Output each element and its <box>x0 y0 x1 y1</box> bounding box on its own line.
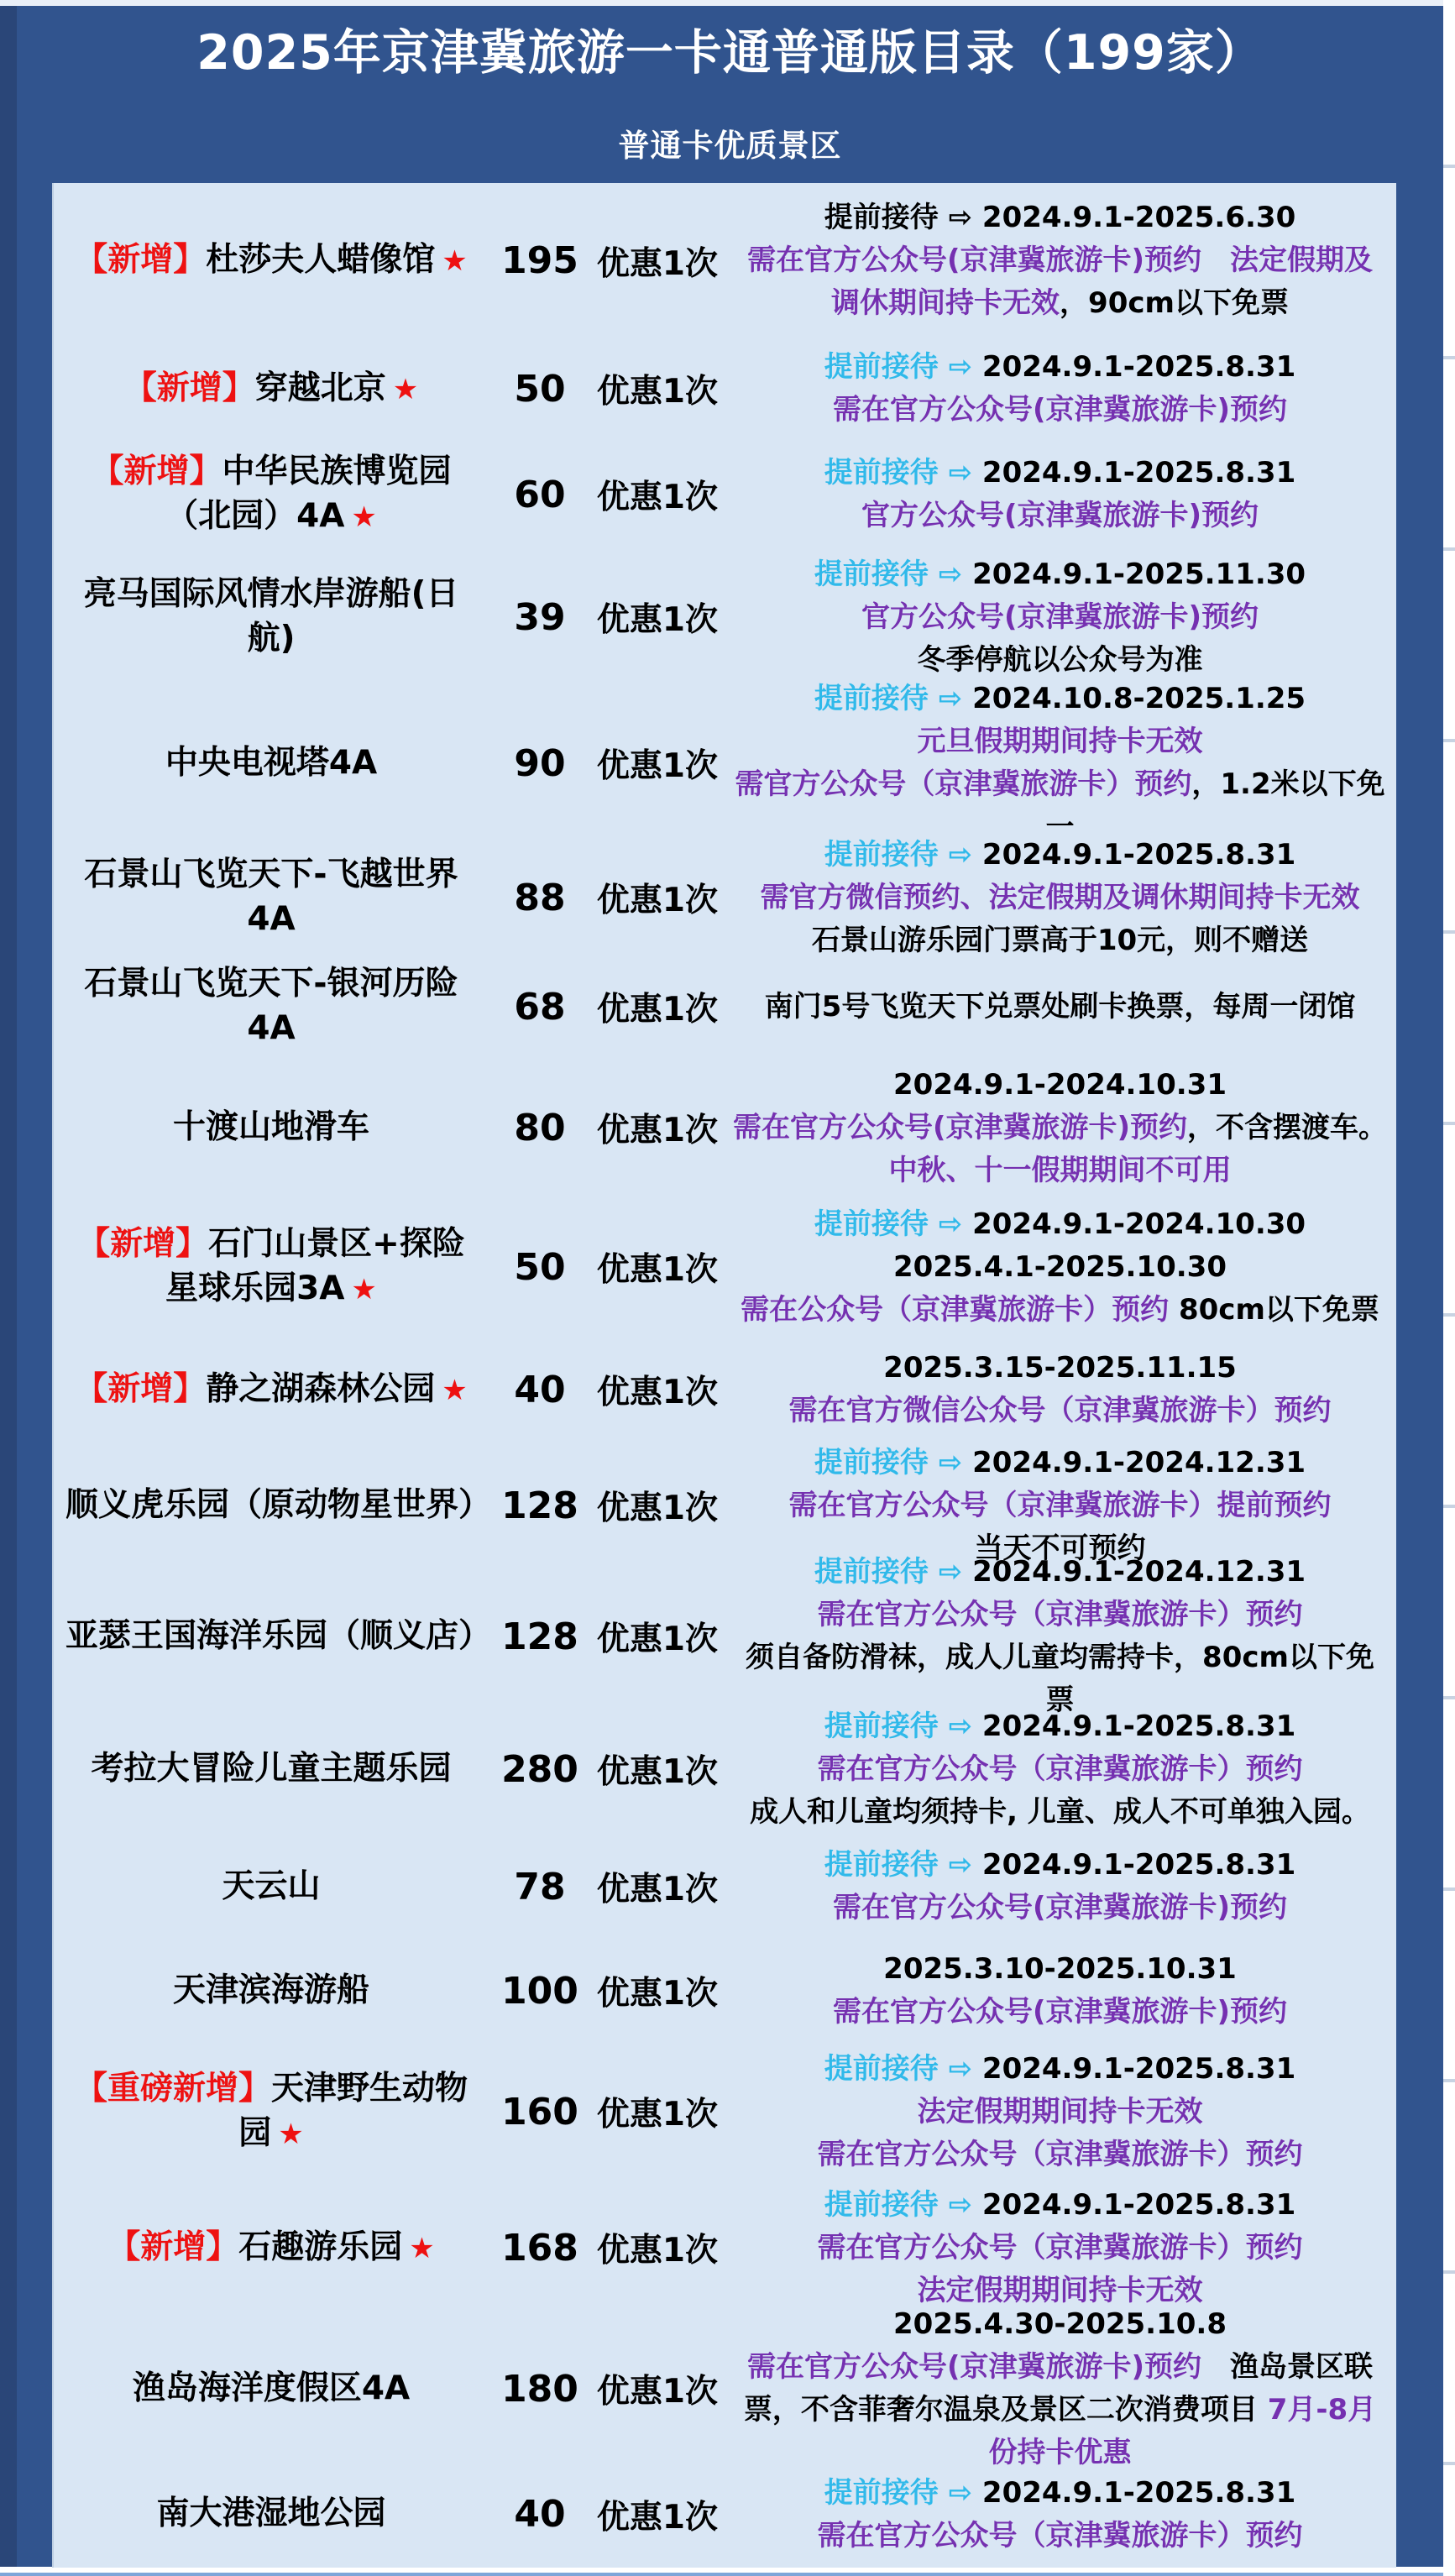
note-line <box>732 1149 1388 1192</box>
star-icon: ★ <box>351 500 377 534</box>
note-segment: 需在官方公众号(京津冀旅游卡)预约 <box>832 1891 1288 1924</box>
note-segment: 2024.9.1-2024.12.31 <box>972 1445 1306 1479</box>
note-segment: 官方公众号(京津冀旅游卡)预约 <box>861 599 1259 634</box>
note-line <box>732 2184 1388 2227</box>
note-line <box>732 678 1388 720</box>
note-line <box>732 1246 1388 1289</box>
price-value: 50 <box>514 1245 566 1289</box>
notes-cell <box>724 1203 1396 1332</box>
note-segment: 7月-8月 <box>1267 2393 1377 2427</box>
note-line <box>732 2227 1388 2270</box>
note-segment: 渔岛景区联 <box>1201 2350 1374 2384</box>
note-line <box>732 553 1388 596</box>
discount-times: 优惠1次 <box>596 1975 719 2013</box>
discount-times: 优惠1次 <box>596 244 719 283</box>
attraction-name: 南大港湿地公园 <box>156 2495 386 2533</box>
badge-label: 【新增】 <box>91 453 222 491</box>
attraction-name-cell <box>54 962 489 1050</box>
attraction-name-cell <box>54 1223 489 1311</box>
note-segment: 提前接待 ⇨ <box>824 837 982 872</box>
note-segment: 官方公众号(京津冀旅游卡)预约 <box>861 499 1259 532</box>
note-line <box>732 1791 1388 1834</box>
attraction-name: 天云山 <box>222 1867 321 1905</box>
note-segment: 石景山游乐园门票高于10元，则不赠送 <box>811 923 1309 957</box>
note-line <box>732 2515 1388 2558</box>
attraction-row <box>54 953 1396 1060</box>
note-segment: ，1.2米以下免 <box>1191 767 1385 801</box>
star-icon: ★ <box>442 244 468 279</box>
price-value: 195 <box>501 239 578 282</box>
attraction-name-cell <box>54 1747 489 1792</box>
note-line <box>732 1705 1388 1748</box>
attraction-name-cell <box>54 238 489 283</box>
attraction-name: 穿越北京 <box>254 369 386 407</box>
discount-times: 优惠1次 <box>596 1753 719 1791</box>
note-segment: 提前接待 ⇨ 2024.9.1-2025.6.30 <box>824 201 1296 234</box>
note-line <box>732 239 1388 282</box>
attraction-name: 渔岛海洋度假区4A <box>132 2369 411 2407</box>
attraction-row <box>54 2045 1396 2179</box>
price-value: 100 <box>501 1969 578 2013</box>
page-title: 2025年京津冀旅游一卡通普通版目录（199家） <box>196 25 1264 81</box>
badge-label: 【新增】 <box>123 369 255 407</box>
attraction-row <box>54 2307 1396 2469</box>
note-segment: ，90cm以下免票 <box>1060 286 1289 320</box>
attraction-name-cell <box>54 573 489 661</box>
badge-label: 【新增】 <box>77 1225 209 1264</box>
note-line <box>732 986 1388 1029</box>
price-value: 128 <box>501 1484 578 1527</box>
right-edge-strip <box>1443 0 1455 2576</box>
star-icon: ★ <box>278 2118 304 2151</box>
attraction-row <box>54 684 1396 842</box>
notes-cell <box>724 2472 1396 2558</box>
discount-times: 优惠1次 <box>596 601 719 639</box>
discount-times: 优惠1次 <box>596 882 719 919</box>
attraction-name: 杜莎夫人蜡像馆 <box>206 241 436 280</box>
discount-times: 优惠1次 <box>596 2232 719 2270</box>
notes-cell <box>724 986 1396 1029</box>
attraction-row <box>54 2179 1396 2317</box>
note-segment: 提前接待 ⇨ <box>824 2187 982 2222</box>
attraction-row <box>54 1060 1396 1195</box>
header <box>17 6 1443 165</box>
note-line <box>732 2389 1388 2432</box>
note-segment: 需在官方公众号（京津冀旅游卡）预约 <box>817 2137 1303 2171</box>
note-segment: 2024.9.1-2025.8.31 <box>981 2051 1296 2086</box>
note-segment: 提前接待 ⇨ <box>814 682 973 715</box>
note-segment: 一 <box>1045 810 1075 844</box>
discount-times: 优惠1次 <box>596 1871 719 1908</box>
notes-cell <box>724 346 1396 432</box>
attraction-name: 石门山景区+探险星球乐园3A <box>165 1225 465 1307</box>
discount-times: 优惠1次 <box>596 1374 719 1411</box>
note-segment: 需在官方公众号（京津冀旅游卡）预约 <box>817 1598 1303 1631</box>
note-line <box>732 346 1388 389</box>
star-icon: ★ <box>442 1373 468 1407</box>
discount-times: 优惠1次 <box>596 373 719 411</box>
attraction-row <box>54 2461 1396 2568</box>
note-segment: 需官方微信预约、法定假期及调休期间持卡无效 <box>760 880 1360 914</box>
star-icon: ★ <box>409 2231 435 2265</box>
note-line <box>732 1948 1388 1991</box>
discount-times: 优惠1次 <box>596 991 719 1029</box>
note-segment: 2024.9.1-2025.8.31 <box>981 2475 1296 2510</box>
discount-times: 优惠1次 <box>596 1620 719 1658</box>
attraction-name: 亚瑟王国海洋乐园（顺义店） <box>65 1616 492 1655</box>
note-segment: 2025.4.30-2025.10.8 <box>893 2307 1227 2341</box>
notes-cell <box>724 553 1396 682</box>
note-line <box>732 1887 1388 1929</box>
price-value: 40 <box>514 2493 566 2536</box>
attraction-row <box>54 1702 1396 1836</box>
note-segment: 2025.3.15-2025.11.15 <box>883 1351 1237 1385</box>
note-line <box>732 2472 1388 2515</box>
attraction-name: 天津滨海游船 <box>172 1971 369 2009</box>
note-line <box>732 1203 1388 1246</box>
note-segment: 需在官方公众号（京津冀旅游卡）预约 <box>817 2230 1303 2264</box>
attraction-name: 十渡山地滑车 <box>172 1107 369 1146</box>
note-segment: 提前接待 ⇨ <box>814 1207 973 1241</box>
badge-label: 【新增】 <box>75 241 207 280</box>
notes-cell <box>724 1948 1396 2034</box>
note-line <box>732 196 1388 239</box>
price-value: 90 <box>514 741 566 785</box>
note-line <box>732 2134 1388 2176</box>
note-segment: 提前接待 ⇨ <box>824 1848 982 1882</box>
notes-cell <box>724 2303 1396 2474</box>
attraction-name-cell <box>54 2067 489 2155</box>
attraction-row <box>54 550 1396 684</box>
attraction-name-cell <box>54 853 489 941</box>
price-value: 88 <box>514 876 566 919</box>
note-line <box>732 877 1388 919</box>
attraction-name-cell <box>54 2492 489 2537</box>
price-value: 39 <box>514 595 566 639</box>
attraction-name: 石景山飞览天下-银河历险 4A <box>84 965 458 1047</box>
notes-cell <box>724 1844 1396 1929</box>
attraction-row <box>54 183 1396 338</box>
top-edge-strip <box>0 0 1455 6</box>
attraction-name: 亮马国际风情水岸游船(日航) <box>83 575 459 657</box>
attraction-name-cell <box>54 1368 489 1412</box>
notes-cell <box>724 1705 1396 1834</box>
note-segment: 提前接待 ⇨ <box>824 2475 982 2510</box>
note-line <box>732 720 1388 763</box>
price-value: 180 <box>501 2367 578 2411</box>
note-line <box>732 495 1388 537</box>
note-segment: 份持卡优惠 <box>988 2436 1132 2469</box>
attraction-row <box>54 837 1396 957</box>
note-segment: 2024.9.1-2025.8.31 <box>981 456 1296 490</box>
note-segment: 提前接待 ⇨ <box>814 1555 973 1589</box>
bottom-edge-strip <box>0 2567 1443 2576</box>
discount-times: 优惠1次 <box>596 1251 719 1289</box>
note-segment: 2024.9.1-2024.10.30 <box>972 1207 1306 1241</box>
price-value: 40 <box>514 1368 566 1411</box>
discount-times: 优惠1次 <box>596 2373 719 2411</box>
note-line <box>732 1347 1388 1390</box>
note-segment: 需在官方公众号（京津冀旅游卡）预约 <box>817 2518 1303 2552</box>
notes-cell <box>724 2184 1396 2312</box>
price-value: 60 <box>514 473 566 516</box>
note-line <box>732 1390 1388 1432</box>
attraction-name-cell <box>54 1969 489 2013</box>
note-segment: 提前接待 ⇨ <box>814 1445 973 1479</box>
attraction-name-cell <box>54 450 489 538</box>
attraction-name-cell <box>54 2367 489 2411</box>
note-line <box>732 389 1388 432</box>
price-value: 280 <box>501 1747 578 1791</box>
notes-cell <box>724 834 1396 962</box>
note-line <box>732 2346 1388 2389</box>
note-segment: 2024.9.1-2025.8.31 <box>981 1709 1296 1743</box>
note-line <box>732 282 1388 325</box>
discount-times: 优惠1次 <box>596 2498 719 2537</box>
note-segment: 2025.3.10-2025.10.31 <box>883 1952 1237 1986</box>
attraction-row <box>54 1195 1396 1339</box>
note-segment: 需在官方公众号（京津冀旅游卡）预约 <box>817 1751 1303 1786</box>
attraction-row <box>54 338 1396 439</box>
note-segment: 2025.4.1-2025.10.30 <box>893 1249 1227 1284</box>
notes-cell <box>724 196 1396 325</box>
attraction-name-cell <box>54 1615 492 1659</box>
note-segment: 2024.9.1-2024.10.31 <box>893 1067 1227 1102</box>
attraction-name: 中华民族博览园（北园）4A <box>165 453 452 535</box>
note-segment: 2024.9.1-2025.8.31 <box>981 837 1296 872</box>
note-segment: 2024.9.1-2025.8.31 <box>981 2187 1296 2222</box>
note-line <box>732 1844 1388 1887</box>
note-segment: 80cm以下免票 <box>1178 1292 1379 1327</box>
note-line <box>732 1551 1388 1594</box>
note-segment: 调休期间持卡无效 <box>831 286 1060 320</box>
price-value: 128 <box>501 1615 578 1658</box>
note-segment: 需在公众号（京津冀旅游卡）预约 <box>741 1292 1179 1327</box>
note-segment: 票，不含菲奢尔温泉及景区二次消费项目 <box>743 2393 1268 2427</box>
badge-label: 【重磅新增】 <box>74 2070 271 2108</box>
notes-cell <box>724 2048 1396 2176</box>
note-segment: 需在官方公众号(京津冀旅游卡)预约 <box>832 1995 1288 2029</box>
note-line <box>732 1748 1388 1791</box>
note-line <box>732 452 1388 495</box>
note-line <box>732 1991 1388 2034</box>
price-value: 78 <box>514 1865 566 1908</box>
attraction-name-cell <box>54 367 489 411</box>
note-line <box>732 2048 1388 2091</box>
price-value: 50 <box>514 367 566 411</box>
note-segment: 冬季停航以公众号为准 <box>917 642 1203 677</box>
note-line <box>732 2303 1388 2346</box>
note-line <box>732 596 1388 639</box>
discount-times: 优惠1次 <box>596 1112 719 1149</box>
note-segment: 须自备防滑袜，成人儿童均需持卡，80cm以下免票 <box>746 1641 1374 1717</box>
badge-label: 【新增】 <box>107 2228 239 2266</box>
price-value: 160 <box>501 2090 578 2134</box>
page-subtitle: 普通卡优质景区 <box>618 127 842 164</box>
note-line <box>732 763 1388 806</box>
note-segment: 需在官方公众号(京津冀旅游卡)预约 <box>732 1110 1188 1144</box>
left-edge-strip <box>0 0 17 2576</box>
attraction-name-cell <box>54 1106 489 1150</box>
note-segment: 成人和儿童均须持卡, 儿童、成人不可单独入园。 <box>750 1794 1370 1829</box>
note-line <box>732 1289 1388 1332</box>
note-segment: 南门5号飞览天下兑票处刷卡换票，每周一闭馆 <box>764 989 1356 1024</box>
notes-cell <box>724 678 1396 849</box>
notes-cell <box>724 1064 1396 1192</box>
note-line <box>732 834 1388 877</box>
note-segment: 法定假期期间持卡无效 <box>917 2273 1203 2307</box>
attraction-name-cell <box>54 741 489 786</box>
attraction-name-cell <box>54 2226 489 2270</box>
price-value: 80 <box>514 1106 566 1149</box>
notes-cell <box>724 1347 1396 1432</box>
note-line <box>732 1064 1388 1107</box>
attraction-row <box>54 439 1396 550</box>
price-value: 168 <box>501 2226 578 2270</box>
note-segment: ，不含摆渡车。 <box>1187 1110 1388 1144</box>
note-segment: 需在官方微信公众号（京津冀旅游卡）预约 <box>788 1394 1332 1427</box>
note-segment: 法定假期期间持卡无效 <box>917 2094 1203 2128</box>
note-line <box>732 1594 1388 1636</box>
note-segment: 需在官方公众号(京津冀旅游卡)预约 <box>746 2350 1202 2384</box>
note-segment: 提前接待 ⇨ <box>824 1709 982 1743</box>
note-segment: 元旦假期期间持卡无效 <box>917 725 1203 758</box>
attraction-name: 顺义虎乐园（原动物星世界） <box>65 1485 492 1524</box>
note-segment: 需在官方公众号（京津冀旅游卡）提前预约 <box>788 1488 1332 1522</box>
attraction-name: 石景山飞览天下-飞越世界4A <box>84 856 458 938</box>
note-line <box>732 1442 1388 1484</box>
note-segment: 2024.10.8-2025.1.25 <box>972 682 1306 715</box>
note-segment: 当天不可预约 <box>974 1531 1146 1565</box>
attractions-table <box>52 183 1396 2568</box>
attraction-name-cell <box>54 1484 492 1528</box>
attraction-name: 中央电视塔4A <box>165 743 378 782</box>
note-segment: 提前接待 ⇨ <box>824 2051 982 2086</box>
attraction-name: 石趣游乐园 <box>238 2228 403 2266</box>
discount-times: 优惠1次 <box>596 479 719 516</box>
star-icon: ★ <box>351 1273 377 1306</box>
note-segment: 需在官方公众号(京津冀旅游卡)预约 法定假期及 <box>746 243 1374 277</box>
attraction-name: 静之湖森林公园 <box>206 1369 436 1408</box>
note-line <box>732 1484 1388 1527</box>
price-value: 68 <box>514 985 566 1029</box>
notes-cell <box>724 452 1396 537</box>
note-segment: 2024.9.1-2025.8.31 <box>981 350 1296 384</box>
badge-label: 【新增】 <box>75 1369 207 1408</box>
notes-cell <box>724 1551 1396 1722</box>
note-line <box>732 1107 1388 1149</box>
star-icon: ★ <box>392 372 419 406</box>
attraction-name: 考拉大冒险儿童主题乐园 <box>91 1749 452 1788</box>
note-segment: 提前接待 ⇨ <box>824 456 982 490</box>
note-segment: 需官方公众号（京津冀旅游卡）预约 <box>735 767 1192 801</box>
note-segment: 需在官方公众号(京津冀旅游卡)预约 <box>832 393 1288 427</box>
note-line <box>732 2091 1388 2134</box>
note-segment: 提前接待 ⇨ <box>824 350 982 384</box>
attraction-row <box>54 1836 1396 1937</box>
note-segment: 2024.9.1-2025.11.30 <box>972 557 1306 591</box>
attraction-row <box>54 1339 1396 1440</box>
note-line <box>732 639 1388 682</box>
note-segment: 提前接待 ⇨ <box>814 557 973 591</box>
discount-times: 优惠1次 <box>596 1490 719 1527</box>
attraction-row <box>54 1555 1396 1717</box>
note-segment: 中秋、十一假期期间不可用 <box>888 1153 1232 1187</box>
attraction-row <box>54 1937 1396 2045</box>
discount-times: 优惠1次 <box>596 2096 719 2134</box>
attraction-name: 天津野生动物园 <box>238 2070 468 2152</box>
attraction-name-cell <box>54 1865 489 1909</box>
discount-times: 优惠1次 <box>596 747 719 785</box>
note-segment: 2024.9.1-2024.12.31 <box>972 1555 1306 1589</box>
note-segment: 2024.9.1-2025.8.31 <box>981 1848 1296 1882</box>
